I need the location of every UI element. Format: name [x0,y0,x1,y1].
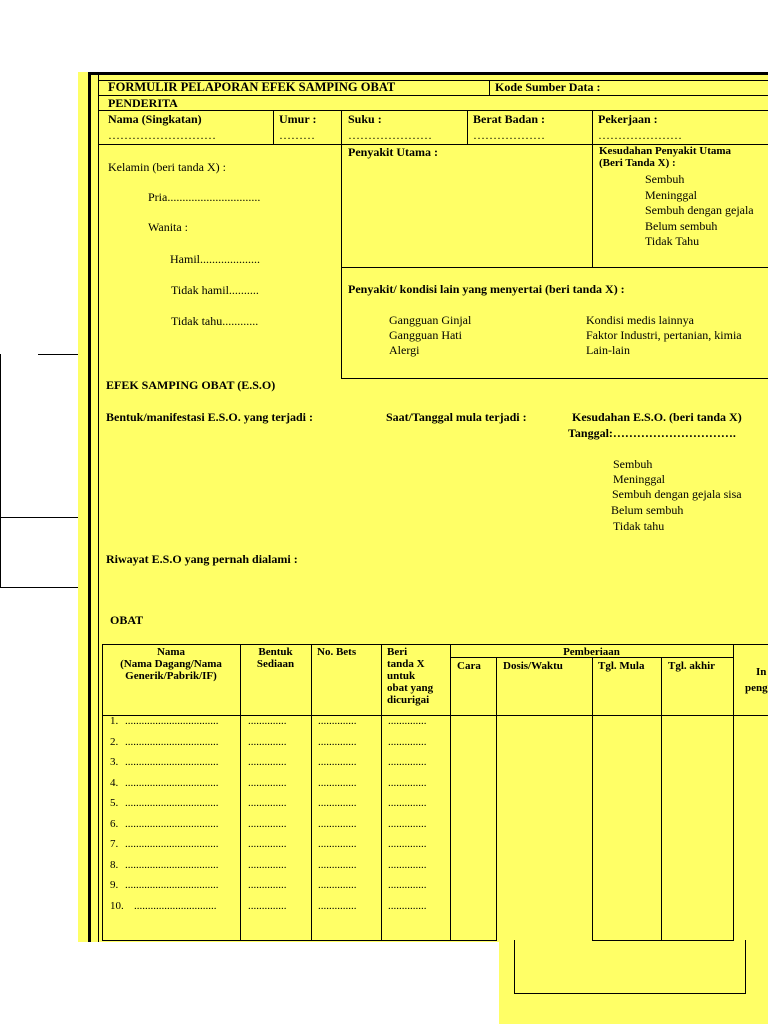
drug-row-number: 7. [110,838,119,850]
drug-batch-field[interactable]: .............. [318,838,357,850]
drug-batch-field[interactable]: .............. [318,858,357,871]
source-code-label: Kode Sumber Data : [495,80,601,94]
drug-name-field[interactable]: .................................. [125,858,219,871]
col-header-indication-2: peng [745,682,768,694]
disease-outcome-option[interactable]: Meninggal [645,187,697,202]
drug-form-field[interactable]: .............. [248,817,287,830]
drug-form-field[interactable]: .............. [248,756,287,768]
eso-manifestation-label: Bentuk/manifestasi E.S.O. yang terjadi : [106,410,314,424]
col-header-start-date: Tgl. Mula [598,660,645,672]
margin-box-left [0,354,1,588]
drug-batch-field[interactable]: .............. [318,817,357,830]
other-conditions-label: Penyakit/ kondisi lain yang menyertai (beri tanda X) : [348,282,625,296]
drug-name-field[interactable]: .................................. [125,735,219,748]
drug-name-field[interactable]: .................................. [125,715,219,727]
drug-form-field[interactable]: .............. [248,715,287,727]
drug-form-field[interactable]: .............. [248,838,287,850]
col-header-suspect: Beri tanda X untuk obat yang dicurigai [387,646,434,706]
job-label: Pekerjaan : [598,112,658,126]
age-label: Umur : [279,112,317,126]
form-border-top [88,72,768,75]
col-header-admin: Pemberiaan [563,646,620,658]
sex-label: Kelamin (beri tanda X) : [108,160,226,174]
disease-outcome-label: Kesudahan Penyakit Utama [599,145,732,157]
margin-line [0,587,78,588]
drug-suspect-field[interactable]: .............. [388,776,427,789]
disease-outcome-sublabel: (Beri Tanda X) : [599,157,676,169]
eso-onset-label: Saat/Tanggal mula terjadi : [386,410,527,424]
col-header-end-date: Tgl. akhir [668,660,716,672]
form-title: FORMULIR PELAPORAN EFEK SAMPING OBAT [108,80,396,94]
disease-outcome-option[interactable]: Tidak Tahu [645,234,700,248]
disease-outcome-option[interactable]: Sembuh dengan gejala [645,203,754,217]
drug-name-field[interactable]: .............................. [134,899,217,912]
disease-outcome-option[interactable]: Sembuh [645,172,685,186]
margin-line [0,517,78,518]
form-border-left [88,72,91,942]
col-header-form: Bentuk Sediaan [256,646,295,670]
drug-suspect-field[interactable]: .............. [388,735,427,748]
age-field[interactable]: ……… [279,128,315,142]
eso-outcome-option[interactable]: Meninggal [613,472,665,486]
condition-option[interactable]: Alergi [389,343,420,357]
drug-name-field[interactable]: .................................. [125,756,219,768]
col-header-route: Cara [457,660,481,672]
drug-row-number: 10. [110,899,124,912]
main-disease-label: Penyakit Utama : [348,145,438,159]
eso-outcome-option[interactable]: Belum sembuh [611,503,684,517]
drug-batch-field[interactable]: .............. [318,776,357,789]
pregnant-option[interactable]: Hamil.................... [170,252,260,266]
col-header-indication: In [756,666,767,678]
eso-outcome-option[interactable]: Tidak tahu [613,519,665,533]
drug-row-number: 4. [110,776,119,789]
drug-suspect-field[interactable]: .............. [388,715,427,727]
margin-line [38,354,78,355]
drug-row-number: 9. [110,879,119,891]
drug-name-field[interactable]: .................................. [125,776,219,789]
drug-form-field[interactable]: .............. [248,735,287,748]
drug-row-number: 2. [110,735,119,748]
drug-name-field[interactable]: .................................. [125,879,219,891]
drug-form-field[interactable]: .............. [248,797,287,809]
drug-batch-field[interactable]: .............. [318,797,357,809]
ethnicity-label: Suku : [348,112,382,126]
drug-form-field[interactable]: .............. [248,879,287,891]
eso-section-title: EFEK SAMPING OBAT (E.S.O) [106,378,276,392]
not-pregnant-option[interactable]: Tidak hamil.......... [171,283,259,297]
eso-date-field[interactable]: Tanggal:…………………………. [568,426,736,440]
col-header-batch: No. Bets [317,646,357,658]
condition-option[interactable]: Gangguan Ginjal [389,313,472,327]
eso-outcome-option[interactable]: Sembuh [613,457,653,471]
weight-field[interactable]: ……………… [473,128,545,142]
drug-batch-field[interactable]: .............. [318,899,357,912]
sex-option-female[interactable]: Wanita : [148,220,189,234]
weight-label: Berat Badan : [473,112,545,126]
drug-suspect-field[interactable]: .............. [388,899,427,912]
disease-outcome-option[interactable]: Belum sembuh [645,218,718,233]
drug-batch-field[interactable]: .............. [318,879,357,891]
drug-suspect-field[interactable]: .............. [388,838,427,850]
pregnancy-unknown-option[interactable]: Tidak tahu............ [171,314,259,328]
drug-batch-field[interactable]: .............. [318,715,357,727]
ethnicity-field[interactable]: ………………… [348,128,432,142]
condition-option[interactable]: Kondisi medis lainnya [586,313,694,327]
drug-suspect-field[interactable]: .............. [388,817,427,830]
drug-row-number: 8. [110,858,119,871]
drugs-section-title: OBAT [110,613,144,627]
drug-row-number: 1. [110,715,119,727]
name-label: Nama (Singkatan) [108,112,202,126]
drug-suspect-field[interactable]: .............. [388,756,427,768]
col-header-name: Nama (Nama Dagang/Nama Generik/Pabrik/IF) [120,646,222,682]
drug-batch-field[interactable]: .............. [318,756,357,768]
drug-form-field[interactable]: .............. [248,899,287,912]
condition-option[interactable]: Lain-lain [586,343,630,357]
condition-option[interactable]: Gangguan Hati [389,328,462,342]
col-header-dose: Dosis/Waktu [503,660,563,672]
job-field[interactable]: ………………… [598,128,682,142]
condition-option[interactable]: Faktor Industri, pertanian, kimia [586,328,742,342]
drug-batch-field[interactable]: .............. [318,735,357,748]
eso-outcome-label: Kesudahan E.S.O. (beri tanda X) [572,410,742,424]
patient-section-title: PENDERITA [108,96,178,110]
drug-form-field[interactable]: .............. [248,858,287,871]
drug-name-field[interactable]: .................................. [125,797,219,809]
drug-suspect-field[interactable]: .............. [388,858,427,871]
drug-name-field[interactable]: .................................. [125,838,219,850]
eso-history-label: Riwayat E.S.O yang pernah dialami : [106,552,298,566]
drug-name-field[interactable]: .................................. [125,817,219,830]
drug-row-number: 6. [110,817,119,830]
sex-option-male[interactable]: Pria............................... [148,190,261,204]
eso-outcome-option[interactable]: Sembuh dengan gejala sisa [612,487,742,501]
form-bottom-extension [499,940,768,1024]
drug-suspect-field[interactable]: .............. [388,797,427,809]
drug-row-number: 3. [110,756,119,768]
drug-form-field[interactable]: .............. [248,776,287,789]
form-inner-left-line [98,75,99,942]
drug-row-number: 5. [110,797,119,809]
name-field[interactable]: ……………………… [108,128,216,142]
drug-suspect-field[interactable]: .............. [388,879,427,891]
